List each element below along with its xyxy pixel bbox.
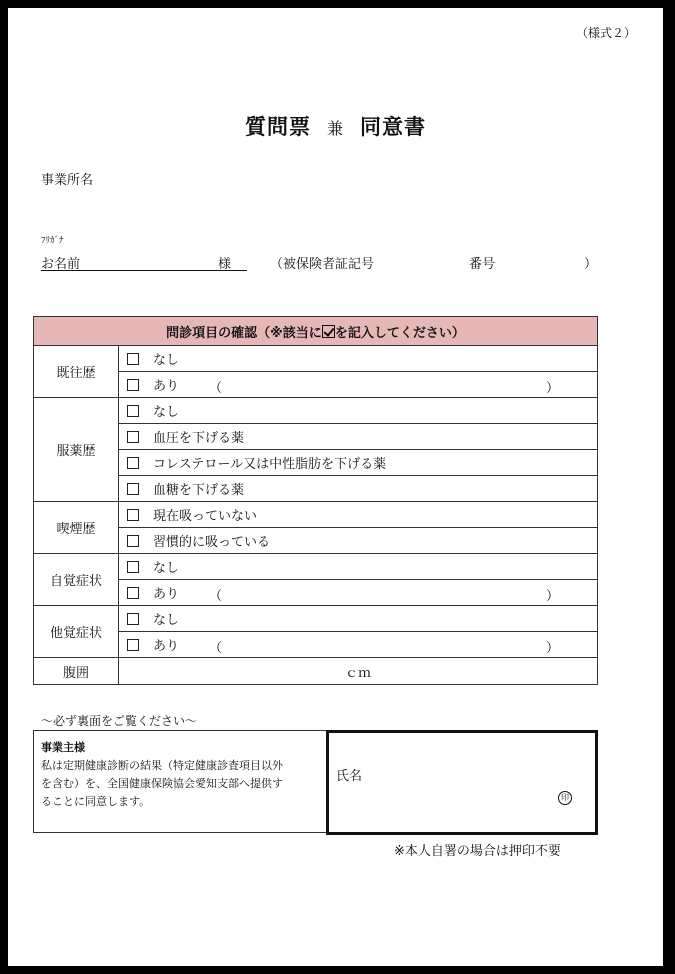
back-page-note: ～必ず裏面をご覧ください～ [41, 714, 198, 728]
checkbox[interactable] [127, 509, 139, 521]
table-row [34, 450, 598, 476]
table-row [34, 424, 598, 450]
checkbox[interactable] [127, 613, 139, 625]
checkbox[interactable] [127, 535, 139, 547]
form-page [8, 8, 663, 966]
page-title [8, 111, 663, 141]
consent-recipient: 事業主様 [41, 741, 85, 754]
close-paren: ） [545, 589, 559, 604]
checkbox[interactable] [127, 353, 139, 365]
category-label: 既往歴 [34, 346, 119, 398]
checkbox[interactable] [127, 405, 139, 417]
table-row [34, 554, 598, 580]
insured-symbol-label: （被保険者証記号 [270, 257, 375, 272]
questionnaire-table [33, 316, 598, 685]
consent-box [33, 730, 326, 833]
seal-note: ※本人自署の場合は押印不要 [394, 844, 561, 859]
honorific: 様 [218, 257, 232, 272]
option-cell [119, 424, 598, 450]
checkbox[interactable] [127, 457, 139, 469]
option-label: あり [153, 639, 180, 654]
name-label: お名前 [41, 257, 81, 272]
seal-icon: 印 [558, 791, 572, 805]
consent-text-line2: を含む）を、全国健康保険協会愛知支部へ提供す [41, 777, 283, 790]
option-label: 血圧を下げる薬 [153, 431, 245, 446]
checkbox[interactable] [127, 587, 139, 599]
option-label: あり [153, 587, 180, 602]
signature-label: 氏名 [336, 769, 363, 784]
table-row [34, 502, 598, 528]
signature-box[interactable] [326, 730, 598, 835]
table-row [34, 398, 598, 424]
insured-number-label: 番号 [469, 257, 496, 272]
option-cell [119, 554, 598, 580]
option-label: 習慣的に吸っている [153, 535, 271, 550]
option-cell [119, 606, 598, 632]
option-cell [119, 450, 598, 476]
title-left: 質問票 [244, 115, 311, 139]
checkbox-checked-icon [322, 325, 335, 338]
table-row [34, 372, 598, 398]
open-paren: （ [209, 641, 223, 656]
option-label: なし [153, 561, 180, 576]
open-paren: （ [209, 381, 223, 396]
waist-input[interactable]: ｃｍ [119, 658, 598, 685]
checkbox[interactable] [127, 561, 139, 573]
category-label: 自覚症状 [34, 554, 119, 606]
option-label: 現在吸っていない [153, 509, 258, 524]
option-cell [119, 528, 598, 554]
option-label: なし [153, 613, 180, 628]
waist-label: 腹囲 [34, 658, 119, 685]
table-row [34, 580, 598, 606]
form-number: （様式２） [576, 26, 637, 40]
category-label: 喫煙歴 [34, 502, 119, 554]
checkbox[interactable] [127, 379, 139, 391]
option-cell [119, 346, 598, 372]
office-label: 事業所名 [41, 173, 94, 188]
category-label: 服薬歴 [34, 398, 119, 502]
title-conjunction: 兼 [326, 119, 344, 138]
option-cell [119, 372, 598, 398]
open-paren: （ [209, 589, 223, 604]
title-right: 同意書 [360, 115, 426, 139]
category-label: 他覚症状 [34, 606, 119, 658]
option-label: コレステロール又は中性脂肪を下げる薬 [153, 457, 387, 472]
close-paren: ） [584, 257, 598, 272]
table-row [34, 476, 598, 502]
checkbox[interactable] [127, 431, 139, 443]
table-row [34, 632, 598, 658]
checkbox[interactable] [127, 483, 139, 495]
furigana-label: ﾌﾘｶﾞﾅ [41, 236, 64, 246]
checkbox[interactable] [127, 639, 139, 651]
consent-text-line1: 私は定期健康診断の結果（特定健康診査項目以外 [41, 759, 283, 772]
waist-row [34, 658, 598, 685]
option-cell [119, 632, 598, 658]
option-label: なし [153, 353, 180, 368]
option-cell [119, 398, 598, 424]
option-label: なし [153, 405, 180, 420]
table-row [34, 346, 598, 372]
option-label: あり [153, 379, 180, 394]
option-label: 血糖を下げる薬 [153, 483, 245, 498]
consent-text-line3: ることに同意します。 [41, 795, 151, 808]
option-cell [119, 476, 598, 502]
table-header: 問診項目の確認（※該当に を記入してください） [34, 317, 598, 346]
option-cell [119, 580, 598, 606]
table-row [34, 606, 598, 632]
table-row [34, 528, 598, 554]
close-paren: ） [545, 641, 559, 656]
close-paren: ） [545, 381, 559, 396]
option-cell [119, 502, 598, 528]
